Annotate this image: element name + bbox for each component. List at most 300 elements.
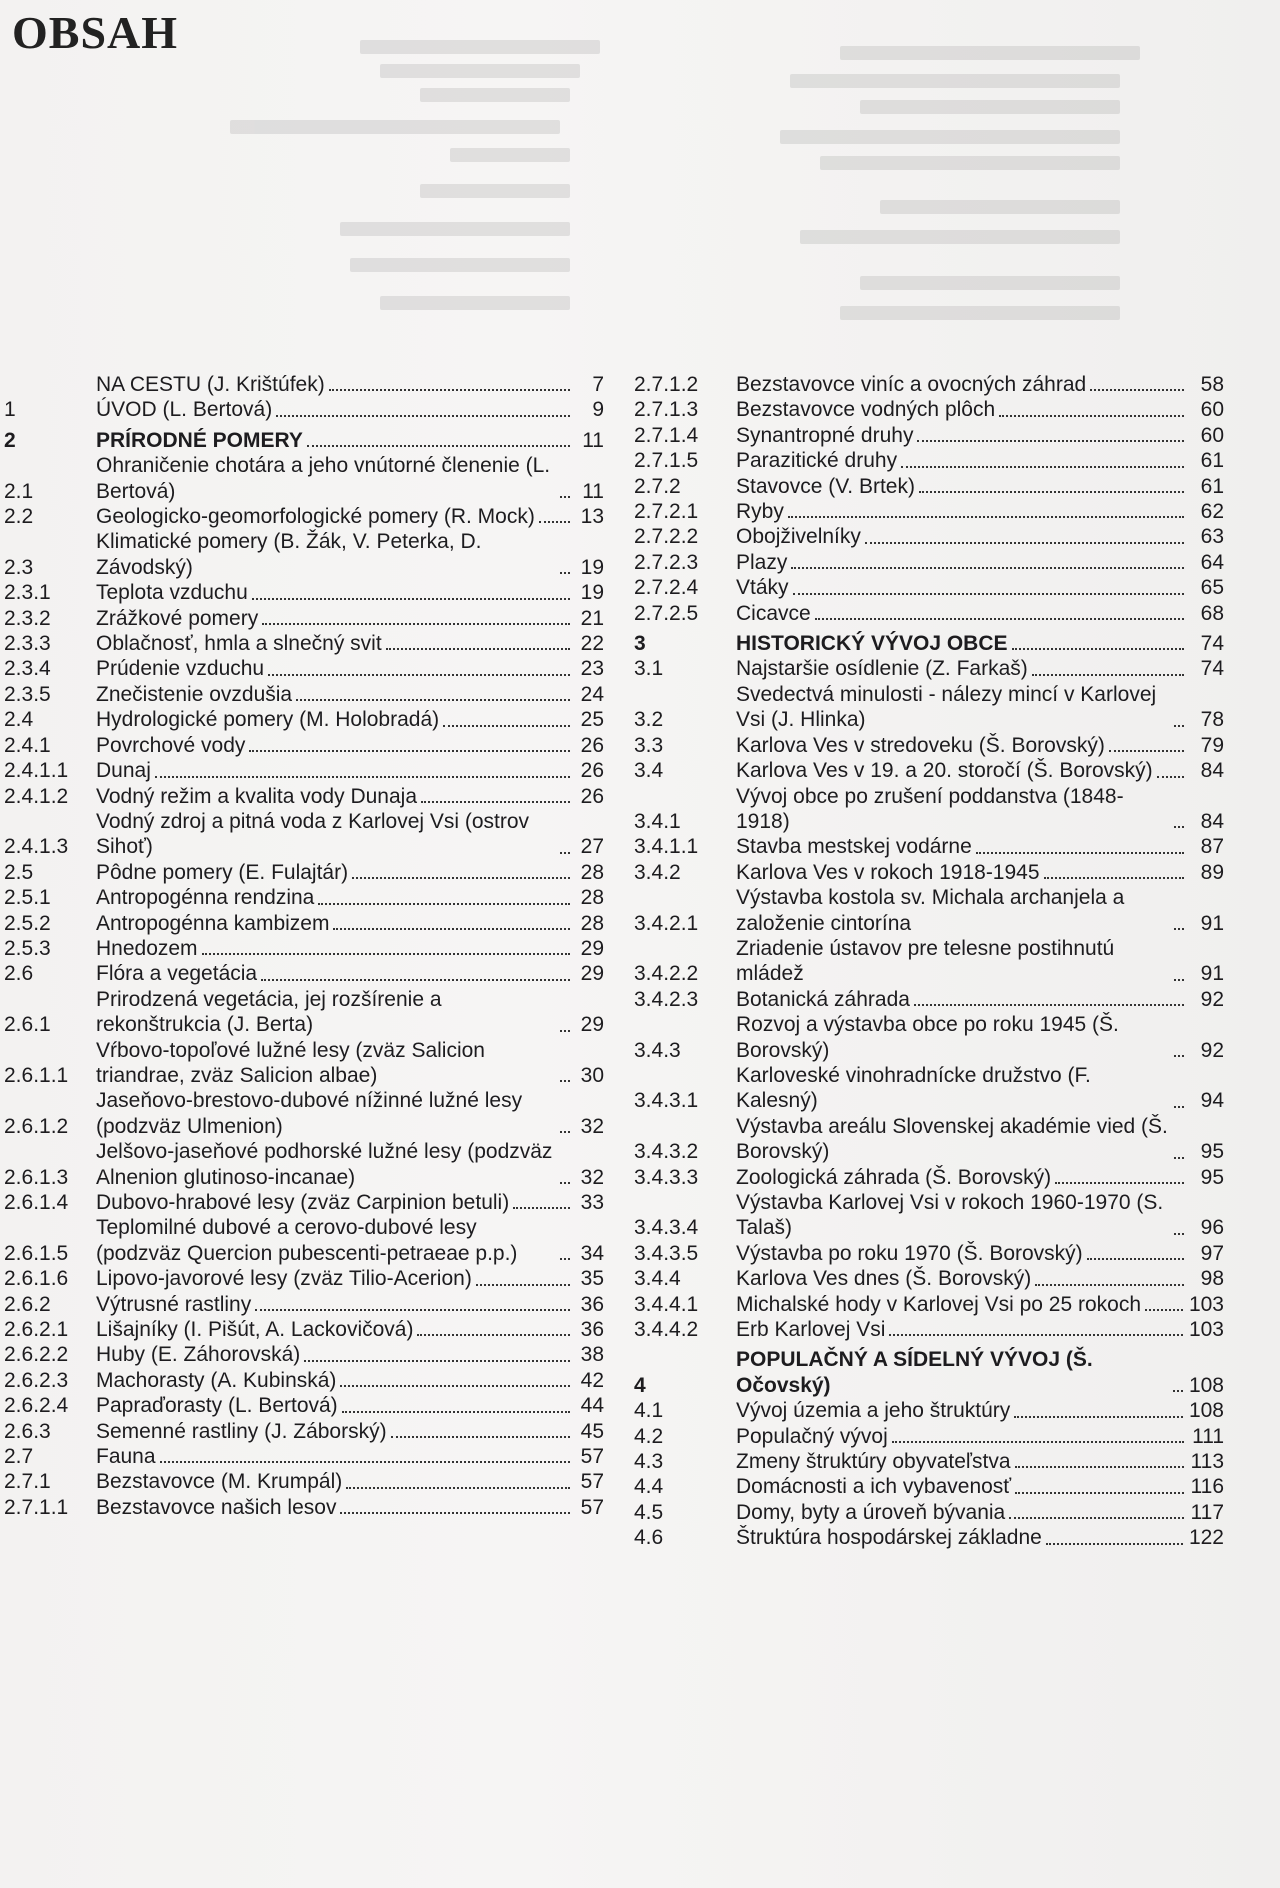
- toc-entry[interactable]: [0, 1317, 604, 1342]
- toc-entry-page: 103: [1188, 1318, 1224, 1342]
- toc-entry[interactable]: [0, 580, 604, 605]
- toc-entry-number: 3.2: [634, 708, 664, 732]
- toc-entry-page: 11: [582, 428, 604, 452]
- toc-entry-text: [736, 936, 1190, 987]
- toc-entry-title: Dubovo-hrabové lesy (zväz Carpinion betuli): [96, 1191, 510, 1214]
- toc-entry[interactable]: [634, 1500, 1224, 1525]
- toc-entry-title: POPULAČNÝ A SÍDELNÝ VÝVOJ (Š. Očovský): [736, 1348, 1093, 1397]
- toc-entry[interactable]: [634, 784, 1224, 835]
- dot-leader: [155, 776, 570, 778]
- toc-entry-number: 2.4.1: [4, 733, 51, 757]
- dot-leader: [1174, 1055, 1184, 1057]
- toc-entry-title: Oblačnosť, hmla a slnečný svit: [96, 632, 382, 656]
- toc-entry[interactable]: [634, 631, 1224, 656]
- dot-leader: [1032, 674, 1184, 676]
- toc-entry[interactable]: [0, 453, 604, 504]
- toc-entry-title: Zoologická záhrada (Š. Borovský): [736, 1165, 1052, 1189]
- toc-entry[interactable]: [634, 1424, 1224, 1449]
- toc-entry-number: 2.6.1.1: [4, 1063, 69, 1087]
- toc-entry-title: Teplomilné dubové a cerovo-dubové lesy (podzväz Quercion pubescenti-petraeae p.p.): [96, 1216, 518, 1265]
- toc-entry[interactable]: [0, 372, 604, 397]
- toc-entry-title: ÚVOD (L. Bertová): [96, 398, 273, 422]
- toc-entry-number: 2.4: [4, 708, 34, 732]
- dot-leader: [1174, 1106, 1184, 1108]
- toc-entry-number: 2.7.2.3: [634, 550, 699, 574]
- toc-entry-text: [736, 1500, 1190, 1525]
- toc-entry[interactable]: [0, 1444, 604, 1469]
- toc-entry-page: 26: [580, 784, 604, 808]
- toc-entry-text: [96, 911, 576, 936]
- toc-entry-number: 2.5.2: [4, 911, 51, 935]
- dot-leader: [1015, 1492, 1184, 1494]
- toc-entry[interactable]: [0, 606, 604, 631]
- toc-entry-text: [736, 1063, 1190, 1114]
- toc-entry-text: [736, 575, 1190, 600]
- dot-leader: [560, 852, 570, 854]
- toc-entry-title: Svedectvá minulosti - nálezy mincí v Karlovej Vsi (J. Hlinka): [736, 682, 1157, 732]
- toc-entry[interactable]: [0, 1393, 604, 1418]
- dot-leader: [1015, 1466, 1184, 1468]
- dot-leader: [476, 1284, 570, 1286]
- toc-entry-title: Klimatické pomery (B. Žák, V. Peterka, D. Závodský): [96, 530, 482, 579]
- toc-entry-number: 2.7.2.1: [634, 500, 699, 524]
- toc-entry-text: [736, 1347, 1189, 1398]
- toc-entry-number: 4.5: [634, 1500, 664, 1524]
- toc-entry-text: [736, 1165, 1190, 1190]
- toc-entry[interactable]: [634, 885, 1224, 936]
- toc-entry[interactable]: [0, 911, 604, 936]
- toc-entry[interactable]: [634, 1165, 1224, 1190]
- toc-entry-number: 3.4.2: [634, 860, 681, 884]
- toc-entry[interactable]: [634, 1347, 1224, 1398]
- dot-leader: [1145, 1309, 1183, 1311]
- toc-entry[interactable]: [634, 936, 1224, 987]
- dot-leader: [307, 445, 570, 447]
- toc-entry-page: 117: [1190, 1500, 1224, 1524]
- toc-entry-text: [96, 1342, 576, 1367]
- toc-entry-page: 38: [580, 1343, 604, 1367]
- toc-entry-number: 2.1: [4, 479, 34, 503]
- toc-entry-text: [736, 1474, 1190, 1499]
- toc-entry-title: Antropogénna kambizem: [96, 911, 330, 935]
- toc-entry-number: 2.4.1.1: [4, 759, 69, 783]
- dot-leader: [889, 1334, 1183, 1336]
- toc-entry-title: Najstaršie osídlenie (Z. Farkaš): [736, 657, 1028, 681]
- toc-entry-title: Výtrusné rastliny: [96, 1292, 252, 1316]
- toc-entry-title: Huby (E. Záhorovská): [96, 1343, 301, 1367]
- toc-entry[interactable]: [0, 936, 604, 961]
- dot-leader: [1174, 1157, 1184, 1159]
- toc-entry-number: 2.6.2.2: [4, 1343, 69, 1367]
- toc-entry-text: [736, 733, 1190, 758]
- toc-entry-page: 89: [1200, 860, 1224, 884]
- toc-entry-page: 64: [1200, 550, 1224, 574]
- toc-entry-number: 1: [4, 398, 16, 422]
- toc-entry[interactable]: [0, 987, 604, 1038]
- toc-entry-number: 2.7.2.4: [634, 576, 699, 600]
- toc-entry-text: [736, 1525, 1189, 1550]
- toc-entry[interactable]: [0, 860, 604, 885]
- toc-entry[interactable]: [634, 550, 1224, 575]
- toc-entry[interactable]: [0, 1292, 604, 1317]
- toc-entry-text: [736, 1398, 1189, 1423]
- toc-entry-page: 97: [1200, 1241, 1224, 1265]
- toc-entry-page: 25: [580, 708, 604, 732]
- toc-entry[interactable]: [0, 809, 604, 860]
- toc-entry[interactable]: [0, 1495, 604, 1520]
- toc-entry-title: Stavba mestskej vodárne: [736, 835, 972, 859]
- toc-entry-page: 26: [580, 759, 604, 783]
- toc-entry-title: Hydrologické pomery (M. Holobradá): [96, 708, 440, 732]
- toc-entry-page: 36: [580, 1318, 604, 1342]
- toc-entry-text: [96, 809, 576, 860]
- toc-entry-page: 28: [580, 860, 604, 884]
- toc-entry-page: 22: [580, 632, 604, 656]
- toc-entry[interactable]: [0, 397, 604, 422]
- toc-entry-title: Cicavce: [736, 601, 811, 625]
- dot-leader: [1174, 725, 1184, 727]
- toc-entry-number: 3.4.2.2: [634, 962, 699, 986]
- toc-entry-title: Vývoj územia a jeho štruktúry: [736, 1399, 1011, 1423]
- toc-entry[interactable]: [634, 474, 1224, 499]
- toc-entry-text: [96, 1292, 576, 1317]
- toc-entry-page: 116: [1190, 1475, 1224, 1499]
- toc-entry-text: [736, 1241, 1190, 1266]
- toc-entry[interactable]: [0, 733, 604, 758]
- toc-entry[interactable]: [0, 784, 604, 809]
- toc-entry[interactable]: [0, 758, 604, 783]
- toc-entry-number: 2.6.1: [4, 1013, 51, 1037]
- dot-leader: [892, 1441, 1184, 1443]
- toc-entry-title: Vtáky: [736, 576, 789, 600]
- toc-entry-page: 61: [1200, 474, 1224, 498]
- toc-entry-number: 2.3.2: [4, 606, 51, 630]
- toc-entry[interactable]: [0, 1038, 604, 1089]
- toc-entry[interactable]: [0, 1342, 604, 1367]
- toc-entry-title: Lišajníky (I. Pišút, A. Lackovičová): [96, 1318, 414, 1342]
- toc-entry-number: 2.6.1.4: [4, 1191, 69, 1214]
- toc-entry[interactable]: [0, 1088, 604, 1139]
- toc-entry[interactable]: [634, 733, 1224, 758]
- toc-entry[interactable]: [0, 885, 604, 910]
- toc-entry-title: Pôdne pomery (E. Fulajtár): [96, 860, 349, 884]
- toc-entry-title: PRÍRODNÉ POMERY: [96, 428, 303, 452]
- toc-entry[interactable]: [0, 707, 604, 732]
- toc-entry[interactable]: [634, 423, 1224, 448]
- toc-entry-title: Botanická záhrada: [736, 987, 910, 1011]
- dot-leader: [917, 440, 1184, 442]
- toc-entry[interactable]: [0, 1215, 604, 1266]
- dot-leader: [560, 1080, 570, 1082]
- toc-entry-page: 98: [1200, 1267, 1224, 1291]
- toc-entry-page: 57: [580, 1445, 604, 1469]
- toc-entry-text: [736, 372, 1190, 397]
- toc-entry[interactable]: [634, 987, 1224, 1012]
- toc-entry-title: Domy, byty a úroveň bývania: [736, 1500, 1006, 1524]
- dot-leader: [791, 567, 1184, 569]
- toc-entry-number: 2.4.1.3: [4, 835, 69, 859]
- toc-entry-page: 57: [580, 1470, 604, 1494]
- toc-entry-text: [96, 631, 576, 656]
- dot-leader: [976, 852, 1184, 854]
- toc-entry-page: 27: [580, 835, 604, 859]
- dot-leader: [386, 648, 570, 650]
- toc-entry[interactable]: [634, 397, 1224, 422]
- toc-entry-title: Bezstavovce vodných plôch: [736, 398, 996, 422]
- toc-entry-number: 3.4.1: [634, 809, 681, 833]
- dot-leader: [252, 598, 570, 600]
- toc-entry[interactable]: [634, 1114, 1224, 1165]
- toc-entry-page: 32: [580, 1165, 604, 1189]
- toc-entry-page: 60: [1200, 423, 1224, 447]
- toc-entry-page: 91: [1200, 962, 1224, 986]
- toc-entry-number: 3: [634, 632, 646, 656]
- toc-entry-number: 3.4.3.2: [634, 1140, 699, 1164]
- toc-entry-text: [96, 504, 576, 529]
- dot-leader: [352, 877, 570, 879]
- toc-entry-number: 2.7.2.2: [634, 525, 699, 549]
- toc-entry-text: [736, 860, 1190, 885]
- dot-leader: [268, 674, 570, 676]
- toc-entry-number: 4.4: [634, 1475, 664, 1499]
- toc-entry-number: 2: [4, 428, 16, 452]
- toc-entry-title: Stavovce (V. Brtek): [736, 474, 915, 498]
- toc-entry-text: [736, 834, 1190, 859]
- toc-entry-text: [96, 1393, 576, 1418]
- toc-entry[interactable]: [0, 1139, 604, 1190]
- toc-entry[interactable]: [634, 1012, 1224, 1063]
- toc-entry[interactable]: [634, 1317, 1224, 1342]
- toc-entry[interactable]: [634, 758, 1224, 783]
- toc-entry[interactable]: [0, 504, 604, 529]
- toc-entry-text: [736, 1449, 1190, 1474]
- toc-entry-text: [96, 580, 576, 605]
- toc-entry-page: 7: [592, 373, 604, 396]
- toc-entry-number: 4.6: [634, 1526, 664, 1550]
- page-title: OBSAH: [12, 7, 179, 58]
- dot-leader: [443, 725, 570, 727]
- toc-entry-number: 2.6.1.2: [4, 1114, 69, 1138]
- toc-entry[interactable]: [0, 1419, 604, 1444]
- toc-entry-text: [736, 601, 1190, 626]
- toc-entry-title: Karloveské vinohradnícke družstvo (F. Kalesný): [736, 1063, 1091, 1113]
- dot-leader: [901, 466, 1184, 468]
- toc-entry-text: [736, 524, 1190, 549]
- toc-entry-page: 84: [1200, 759, 1224, 783]
- toc-entry-page: 94: [1200, 1089, 1224, 1113]
- toc-entry[interactable]: [0, 631, 604, 656]
- toc-entry-page: 24: [580, 682, 604, 706]
- dot-leader: [417, 1334, 570, 1336]
- toc-entry-number: 2.6.1.6: [4, 1267, 69, 1291]
- toc-entry[interactable]: [0, 428, 604, 453]
- toc-entry-number: 3.4.4.2: [634, 1318, 699, 1342]
- toc-entry[interactable]: [634, 601, 1224, 626]
- toc-entry[interactable]: [634, 1398, 1224, 1423]
- toc-entry[interactable]: [634, 524, 1224, 549]
- toc-entry-page: 111: [1192, 1424, 1224, 1448]
- toc-entry-text: [736, 656, 1190, 681]
- toc-entry-page: 45: [580, 1419, 604, 1443]
- toc-entry[interactable]: [0, 1266, 604, 1291]
- toc-entry-number: 3.4.3.3: [634, 1165, 699, 1189]
- toc-entry-page: 122: [1188, 1526, 1224, 1550]
- dot-leader: [1174, 826, 1184, 828]
- toc-entry[interactable]: [634, 1266, 1224, 1291]
- toc-entry[interactable]: [634, 1525, 1224, 1550]
- dot-leader: [513, 1207, 570, 1209]
- toc-entry-title: Bezstavovce našich lesov: [96, 1495, 337, 1519]
- toc-entry-text: [96, 758, 576, 783]
- toc-entry-page: 95: [1200, 1165, 1224, 1189]
- toc-entry-title: Vývoj obce po zrušení poddanstva (1848-1918): [736, 784, 1124, 833]
- toc-entry-title: Fauna: [96, 1445, 156, 1469]
- toc-entry-number: 2.6.2: [4, 1292, 51, 1316]
- toc-entry[interactable]: [0, 1469, 604, 1494]
- toc-entry[interactable]: [634, 860, 1224, 885]
- toc-entry-page: 9: [592, 398, 604, 422]
- toc-entry-number: 2.3.4: [4, 657, 51, 681]
- dot-leader: [539, 521, 570, 523]
- toc-entry-text: [96, 1419, 576, 1444]
- dot-leader: [1090, 389, 1184, 391]
- toc-entry-title: Dunaj: [96, 759, 151, 783]
- toc-left-column: [0, 372, 604, 1520]
- toc-entry[interactable]: [634, 448, 1224, 473]
- dot-leader: [340, 1512, 570, 1514]
- toc-entry[interactable]: [634, 1241, 1224, 1266]
- toc-entry-title: Karlova Ves v 19. a 20. storočí (Š. Borovský): [736, 759, 1153, 783]
- toc-entry-title: Ohraničenie chotára a jeho vnútorné členenie (L. Bertová): [96, 454, 551, 503]
- toc-entry-title: Bezstavovce viníc a ovocných záhrad: [736, 373, 1087, 396]
- toc-entry-page: 95: [1200, 1140, 1224, 1164]
- toc-entry[interactable]: [0, 1190, 604, 1215]
- toc-entry-number: 2.7.1: [4, 1470, 51, 1494]
- toc-entry-title: Erb Karlovej Vsi: [736, 1318, 886, 1342]
- toc-entry-text: [736, 1292, 1189, 1317]
- dot-leader: [560, 1258, 570, 1260]
- toc-entry[interactable]: [634, 1474, 1224, 1499]
- toc-entry[interactable]: [634, 1449, 1224, 1474]
- toc-entry-page: 19: [580, 555, 604, 579]
- dot-leader: [391, 1436, 570, 1438]
- toc-entry-text: [96, 860, 576, 885]
- toc-entry[interactable]: [0, 682, 604, 707]
- toc-entry-number: 2.5: [4, 860, 34, 884]
- toc-entry-text: [736, 499, 1190, 524]
- toc-entry[interactable]: [0, 656, 604, 681]
- toc-entry-number: 2.4.1.2: [4, 784, 69, 808]
- toc-entry[interactable]: [0, 1368, 604, 1393]
- toc-entry-text: [736, 1266, 1190, 1291]
- dot-leader: [815, 618, 1184, 620]
- dot-leader: [342, 1411, 570, 1413]
- toc-entry-title: Populačný vývoj: [736, 1424, 888, 1448]
- toc-entry-number: 2.7: [4, 1445, 34, 1469]
- toc-entry-page: 13: [580, 505, 604, 529]
- toc-entry-title: Prúdenie vzduchu: [96, 657, 265, 681]
- toc-entry-title: Bezstavovce (M. Krumpál): [96, 1470, 343, 1494]
- toc-entry-text: [96, 987, 576, 1038]
- toc-entry-title: Parazitické druhy: [736, 449, 898, 473]
- dot-leader: [560, 1131, 570, 1133]
- toc-entry-page: 74: [1200, 657, 1224, 681]
- toc-entry-text: [96, 372, 576, 397]
- toc-entry-title: Plazy: [736, 550, 788, 574]
- toc-entry-text: [736, 682, 1190, 733]
- toc-entry-title: Zrážkové pomery: [96, 606, 259, 630]
- dot-leader: [255, 1309, 570, 1311]
- toc-entry-number: 2.5.1: [4, 886, 51, 910]
- toc-entry-page: 34: [580, 1241, 604, 1265]
- toc-entry-number: 2.3: [4, 555, 34, 579]
- toc-entry-text: [96, 1088, 576, 1139]
- toc-entry-title: Lipovo-javorové lesy (zväz Tilio-Acerion): [96, 1267, 472, 1291]
- toc-entry-text: [96, 428, 576, 453]
- dot-leader: [1046, 1543, 1183, 1545]
- toc-entry-page: 103: [1188, 1292, 1224, 1316]
- toc-entry-title: Jaseňovo-brestovo-dubové nížinné lužné lesy (podzväz Ulmenion): [96, 1089, 523, 1138]
- dot-leader: [262, 623, 570, 625]
- toc-entry-page: 42: [580, 1368, 604, 1392]
- toc-entry-number: 2.7.1.3: [634, 398, 699, 422]
- toc-entry[interactable]: [0, 961, 604, 986]
- dot-leader: [333, 928, 570, 930]
- toc-entry-title: Jelšovo-jaseňové podhorské lužné lesy (podzväz Alnenion glutinoso-incanae): [96, 1140, 553, 1189]
- toc-entry-title: Karlova Ves v rokoch 1918-1945: [736, 860, 1040, 884]
- toc-entry[interactable]: [634, 656, 1224, 681]
- toc-entry-page: 44: [580, 1394, 604, 1418]
- dot-leader: [1035, 1284, 1184, 1286]
- toc-entry-number: 2.7.2: [634, 474, 681, 498]
- toc-entry-page: 58: [1200, 373, 1224, 396]
- toc-entry-title: Karlova Ves dnes (Š. Borovský): [736, 1267, 1032, 1291]
- toc-entry-title: Flóra a vegetácia: [96, 962, 258, 986]
- toc-entry-number: 3.1: [634, 657, 664, 681]
- toc-entry[interactable]: [634, 499, 1224, 524]
- dot-leader: [1012, 648, 1184, 650]
- toc-entry-page: 79: [1200, 733, 1224, 757]
- toc-entry-title: Výstavba kostola sv. Michala archanjela a založenie cintorína: [736, 886, 1125, 935]
- toc-entry-text: [96, 1038, 576, 1089]
- toc-entry[interactable]: [634, 372, 1224, 397]
- toc-entry-text: [96, 1368, 576, 1393]
- toc-entry-text: [736, 550, 1190, 575]
- toc-entry[interactable]: [634, 575, 1224, 600]
- toc-entry[interactable]: [634, 1063, 1224, 1114]
- toc-entry-title: Rozvoj a výstavba obce po roku 1945 (Š. Borovský): [736, 1013, 1119, 1062]
- toc-entry-text: [736, 1114, 1190, 1165]
- toc-entry[interactable]: [634, 682, 1224, 733]
- toc-entry-number: 2.6.1.3: [4, 1165, 69, 1189]
- dot-leader: [1009, 1517, 1184, 1519]
- toc-entry-title: Semenné rastliny (J. Záborský): [96, 1419, 387, 1443]
- toc-entry-number: 2.7.1.4: [634, 423, 699, 447]
- toc-entry-number: 2.6.3: [4, 1419, 51, 1443]
- toc-entry-page: 87: [1200, 835, 1224, 859]
- toc-entry-title: Vŕbovo-topoľové lužné lesy (zväz Salicion triandrae, zväz Salicion albae): [96, 1038, 485, 1087]
- toc-entry-title: Výstavba po roku 1970 (Š. Borovský): [736, 1241, 1083, 1265]
- dot-leader: [1174, 1233, 1184, 1235]
- toc-entry-text: [736, 1317, 1189, 1342]
- dot-leader: [1174, 979, 1184, 981]
- toc-entry[interactable]: [634, 1292, 1224, 1317]
- toc-entry[interactable]: [634, 1190, 1224, 1241]
- toc-entry-text: [96, 529, 576, 580]
- toc-entry[interactable]: [634, 834, 1224, 859]
- toc-entry-text: [96, 1266, 576, 1291]
- toc-entry[interactable]: [0, 529, 604, 580]
